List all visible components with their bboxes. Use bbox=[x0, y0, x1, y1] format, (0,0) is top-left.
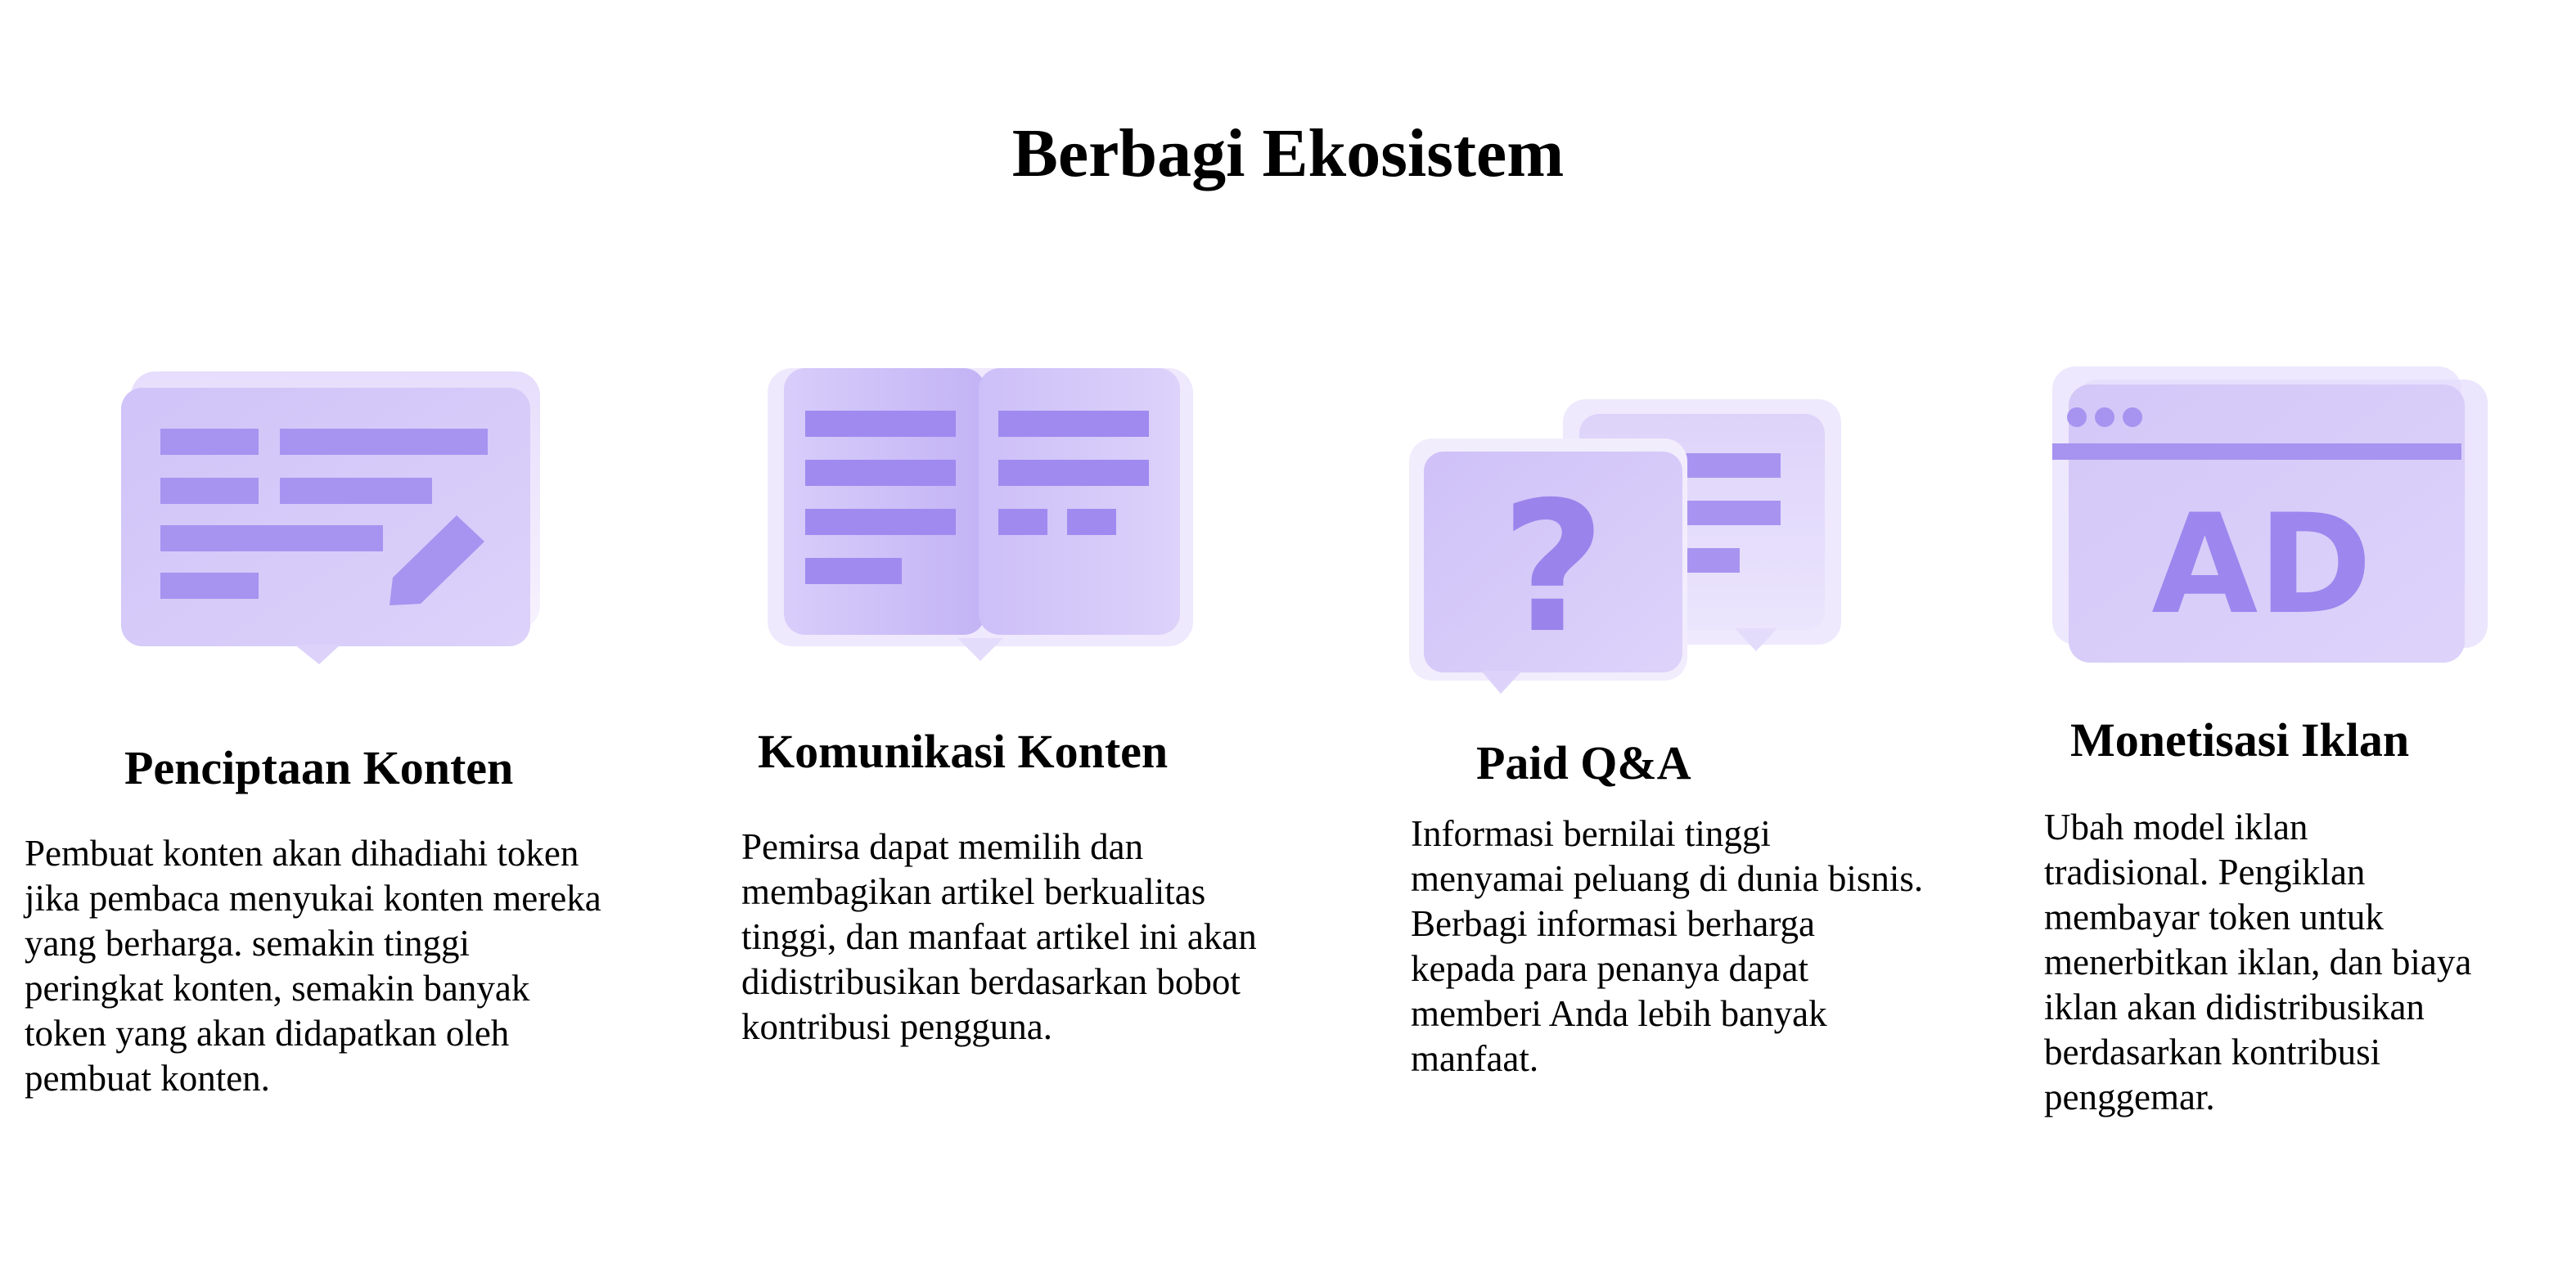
card-title: Paid Q&A bbox=[1476, 736, 1691, 789]
card-title: Komunikasi Konten bbox=[758, 725, 1169, 778]
card-title: Penciptaan Konten bbox=[124, 741, 514, 794]
card-description: Informasi bernilai tinggi menyamai peluang di dunia bisnis. Berbagi informasi berharga kepada para penanya dapat memberi Anda lebih banyak manfaat. bbox=[1411, 813, 1924, 1079]
question-chat-icon bbox=[1407, 393, 1849, 720]
page-title: Berbagi Ekosistem bbox=[1011, 115, 1565, 191]
svg-text:?: ? bbox=[1501, 463, 1605, 672]
card-description: Pembuat konten akan dihadiahi token jika pembaca menyukai konten mereka yang berharga. semakin tinggi peringkat konten, semakin banyak token yang akan didapatkan oleh pembuat konten. bbox=[25, 833, 601, 1099]
card-title: Monetisasi Iklan bbox=[2070, 713, 2410, 767]
open-book-icon bbox=[761, 360, 1203, 687]
ad-icon-text: AD bbox=[2151, 484, 2372, 645]
card-description: Ubah model iklan tradisional. Pengiklan membayar token untuk menerbitkan iklan, dan biaya iklan akan didistribusikan berdasarkan kontribusi penggemar. bbox=[2044, 807, 2472, 1117]
ad-window-icon bbox=[2052, 366, 2494, 694]
card-description: Pemirsa dapat memilih dan membagikan artikel berkualitas tinggi, dan manfaat artikel ini akan didistribusikan berdasarkan bobot kontribusi pengguna. bbox=[741, 826, 1257, 1047]
